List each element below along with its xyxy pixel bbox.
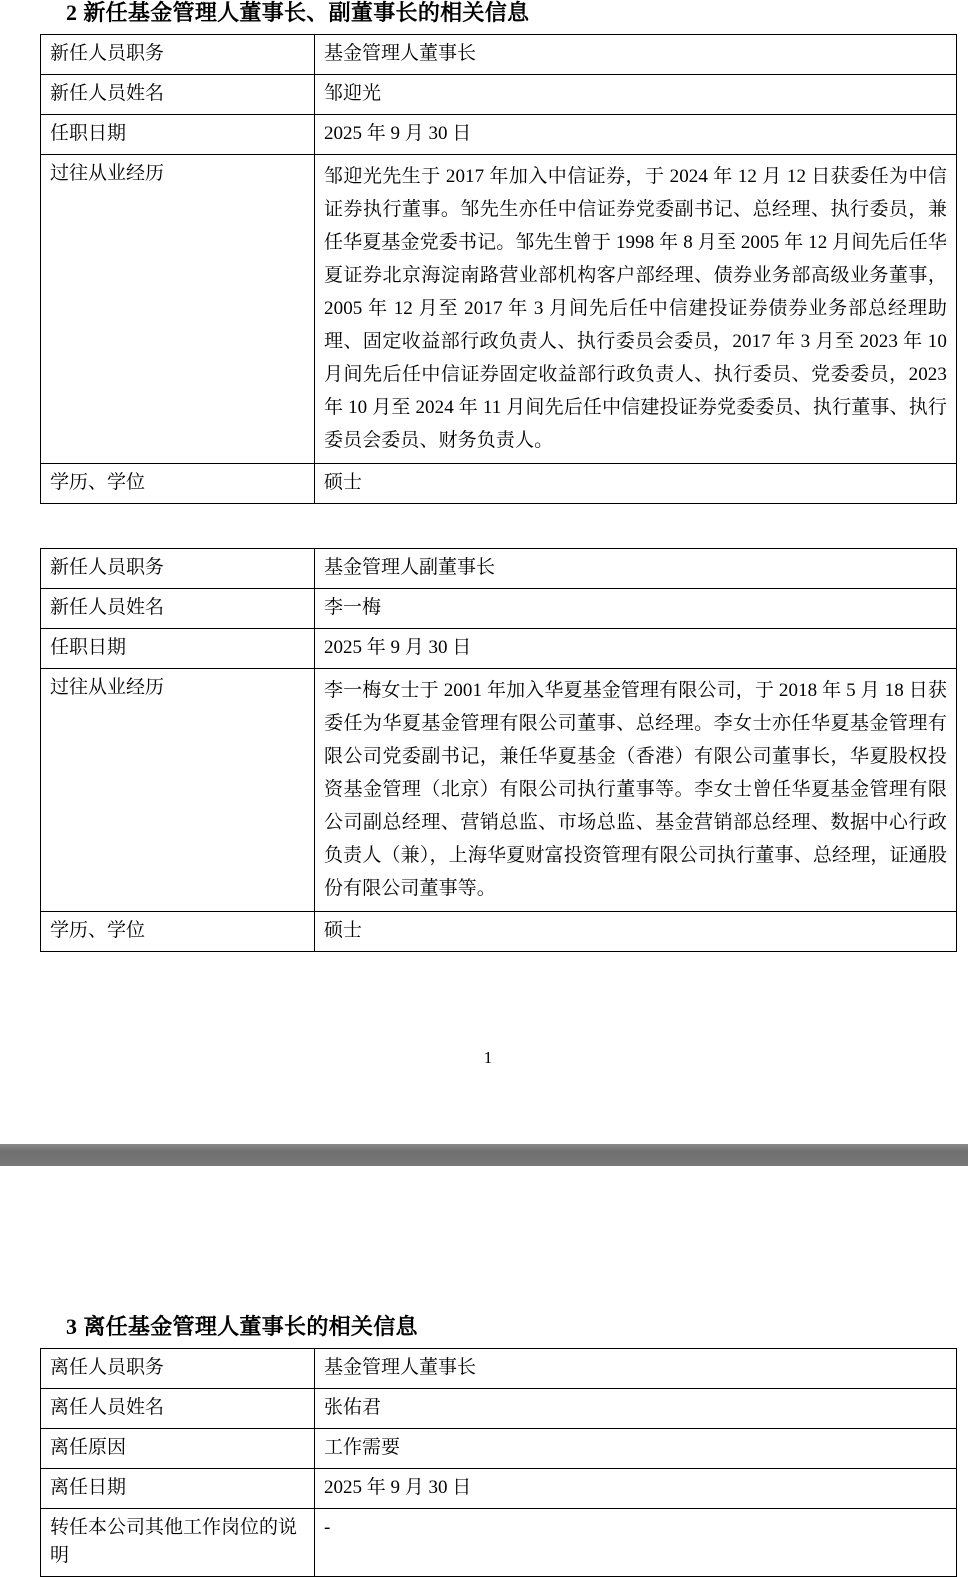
table-row [41,75,957,115]
row-value-reason: 工作需要 [315,1429,957,1469]
row-label-experience: 过往从业经历 [41,669,315,912]
row-label-departure-date: 离任日期 [41,1469,315,1509]
row-value-appointment-date: 2025 年 9 月 30 日 [315,629,957,669]
table-row [41,155,957,464]
spacer [0,26,968,34]
row-label-appointment-date: 任职日期 [41,629,315,669]
row-label-position: 新任人员职务 [41,549,315,589]
row-value-appointment-date: 2025 年 9 月 30 日 [315,115,957,155]
table-row [41,629,957,669]
table-row [41,549,957,589]
row-value-name: 李一梅 [315,589,957,629]
row-value-transfer-note: - [315,1509,957,1577]
row-label-education: 学历、学位 [41,464,315,504]
row-label-name: 新任人员姓名 [41,75,315,115]
row-value-experience [315,155,957,464]
table-row [41,912,957,952]
row-label-transfer-note: 转任本公司其他工作岗位的说明 [41,1509,315,1577]
section-2-title: 新任基金管理人董事长、副董事长的相关信息 [83,0,530,25]
table-row [41,35,957,75]
table-row [41,1509,957,1577]
row-value-experience [315,669,957,912]
spacer [0,1340,968,1348]
row-label-education: 学历、学位 [41,912,315,952]
section-3-number: 3 [66,1314,78,1339]
table-row [41,1469,957,1509]
table-row [41,1349,957,1389]
row-label-position: 新任人员职务 [41,35,315,75]
table-row [41,1429,957,1469]
section-2-number: 2 [66,0,78,25]
row-label-experience: 过往从业经历 [41,155,315,464]
row-label-name: 离任人员姓名 [41,1389,315,1429]
page-break-divider [0,1144,968,1166]
row-label-name: 新任人员姓名 [41,589,315,629]
table-row [41,464,957,504]
row-value-education: 硕士 [315,464,957,504]
departing-chairman-table [40,1348,957,1577]
row-label-appointment-date: 任职日期 [41,115,315,155]
row-label-reason: 离任原因 [41,1429,315,1469]
table-row [41,115,957,155]
row-value-departure-date: 2025 年 9 月 30 日 [315,1469,957,1509]
section-3-title: 离任基金管理人董事长的相关信息 [83,1314,418,1339]
row-value-name: 邹迎光 [315,75,957,115]
row-value-name: 张佑君 [315,1389,957,1429]
page-number: 1 [483,1048,493,1067]
section-2-heading [0,0,968,26]
section-3-heading [0,1314,968,1340]
spacer [0,1166,968,1314]
table-row [41,669,957,912]
table-row [41,1389,957,1429]
row-value-position: 基金管理人董事长 [315,35,957,75]
new-chairman-table [40,34,957,504]
row-value-position: 基金管理人副董事长 [315,549,957,589]
row-label-position: 离任人员职务 [41,1349,315,1389]
spacer [0,504,968,548]
row-value-position: 基金管理人董事长 [315,1349,957,1389]
table-row [41,589,957,629]
new-vice-chairman-table [40,548,957,952]
experience-paragraph: 李一梅女士于 2001 年加入华夏基金管理有限公司，于 2018 年 5 月 18 日获委任为华夏基金管理有限公司董事、总经理。李女士亦任华夏基金管理有限公司党委副书记，兼任华夏基金（香港）有限公司董事长，华夏股权投资基金管理（北京）有限公司执行董事等。李女士曾任华夏基金管理有限公司副总经理、营销总监、市场总监、基金营销部总经理、数据中心行政负责人（兼），上海华夏财富投资管理有限公司执行董事、总经理，证通股份有限公司董事等。 [324,680,947,899]
experience-paragraph: 邹迎光先生于 2017 年加入中信证券，于 2024 年 12 月 12 日获委任为中信证券执行董事。邹先生亦任中信证券党委副书记、总经理、执行委员，兼任华夏基金党委书记。邹先生曾于 1998 年 8 月至 2005 年 12 月间先后任华夏证券北京海淀南路营业部机构客户部经理、债券业务部高级业务董事，2005 年 12 月至 2017 年 3 月间先后任中信建投证券债券业务部总经理助理、固定收益部行政负责人、执行委员会委员，2017 年 3 月至 2023 年 10 月间先后任中信证券固定收益部行政负责人、执行委员、党委委员，2023 年 10 月至 2024 年 11 月间先后任中信建投证券党委委员、执行董事、执行委员会委员、财务负责人。 [324,166,947,451]
row-value-education: 硕士 [315,912,957,952]
